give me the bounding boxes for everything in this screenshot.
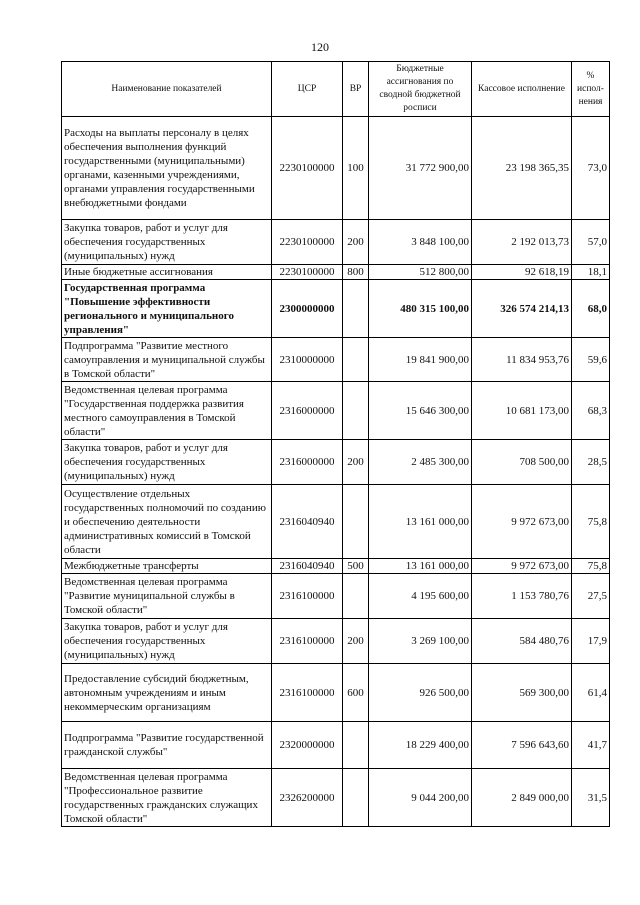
row-budget: 480 315 100,00 bbox=[369, 280, 472, 338]
row-name: Закупка товаров, работ и услуг для обеспечения государственных (муниципальных) нужд bbox=[62, 220, 272, 265]
row-percent: 18,1 bbox=[572, 265, 610, 280]
row-budget: 9 044 200,00 bbox=[369, 769, 472, 827]
row-vr bbox=[343, 485, 369, 559]
row-csr: 2230100000 bbox=[272, 220, 343, 265]
row-csr: 2300000000 bbox=[272, 280, 343, 338]
table-row bbox=[62, 619, 610, 664]
row-cash: 708 500,00 bbox=[472, 440, 572, 485]
row-percent: 28,5 bbox=[572, 440, 610, 485]
row-budget: 13 161 000,00 bbox=[369, 559, 472, 574]
row-name: Закупка товаров, работ и услуг для обеспечения государственных (муниципальных) нужд bbox=[62, 619, 272, 664]
header-name: Наименование показателей bbox=[62, 62, 272, 117]
row-budget: 13 161 000,00 bbox=[369, 485, 472, 559]
table-row bbox=[62, 382, 610, 440]
table-row bbox=[62, 722, 610, 769]
row-budget: 4 195 600,00 bbox=[369, 574, 472, 619]
row-name: Государственная программа "Повышение эффективности регионального и муниципального управления" bbox=[62, 280, 272, 338]
row-csr: 2320000000 bbox=[272, 722, 343, 769]
row-csr: 2316040940 bbox=[272, 485, 343, 559]
header-vr: ВР bbox=[343, 62, 369, 117]
row-csr: 2316000000 bbox=[272, 440, 343, 485]
row-percent: 57,0 bbox=[572, 220, 610, 265]
row-percent: 41,7 bbox=[572, 722, 610, 769]
row-name: Закупка товаров, работ и услуг для обеспечения государственных (муниципальных) нужд bbox=[62, 440, 272, 485]
row-cash: 9 972 673,00 bbox=[472, 485, 572, 559]
table-row bbox=[62, 559, 610, 574]
table-row bbox=[62, 220, 610, 265]
row-name: Иные бюджетные ассигнования bbox=[62, 265, 272, 280]
row-name: Подпрограмма "Развитие государственной гражданской службы" bbox=[62, 722, 272, 769]
budget-table bbox=[61, 61, 610, 827]
row-percent: 59,6 bbox=[572, 338, 610, 382]
row-budget: 512 800,00 bbox=[369, 265, 472, 280]
row-budget: 2 485 300,00 bbox=[369, 440, 472, 485]
row-name: Расходы на выплаты персоналу в целях обеспечения выполнения функций государственными (муниципальными) органами, казенными учреждениями, органами управления государственными внебюджетными фондами bbox=[62, 117, 272, 220]
row-cash: 584 480,76 bbox=[472, 619, 572, 664]
row-name: Осуществление отдельных государственных полномочий по созданию и обеспечению деятельности административных комиссий в Томской области bbox=[62, 485, 272, 559]
row-vr: 500 bbox=[343, 559, 369, 574]
row-percent: 73,0 bbox=[572, 117, 610, 220]
row-vr: 800 bbox=[343, 265, 369, 280]
row-cash: 7 596 643,60 bbox=[472, 722, 572, 769]
row-cash: 2 192 013,73 bbox=[472, 220, 572, 265]
row-csr: 2316100000 bbox=[272, 574, 343, 619]
row-cash: 326 574 214,13 bbox=[472, 280, 572, 338]
row-vr bbox=[343, 338, 369, 382]
row-cash: 23 198 365,35 bbox=[472, 117, 572, 220]
table-row bbox=[62, 117, 610, 220]
row-cash: 11 834 953,76 bbox=[472, 338, 572, 382]
row-vr bbox=[343, 280, 369, 338]
row-vr bbox=[343, 722, 369, 769]
row-csr: 2310000000 bbox=[272, 338, 343, 382]
row-cash: 569 300,00 bbox=[472, 664, 572, 722]
row-vr: 100 bbox=[343, 117, 369, 220]
row-csr: 2316000000 bbox=[272, 382, 343, 440]
row-vr bbox=[343, 382, 369, 440]
header-percent: % испол-нения bbox=[572, 62, 610, 117]
row-csr: 2316100000 bbox=[272, 619, 343, 664]
row-percent: 27,5 bbox=[572, 574, 610, 619]
row-vr bbox=[343, 769, 369, 827]
table-header-row bbox=[62, 62, 610, 117]
header-budget: Бюджетные ассигнования по сводной бюджетной росписи bbox=[369, 62, 472, 117]
row-vr: 600 bbox=[343, 664, 369, 722]
row-csr: 2230100000 bbox=[272, 117, 343, 220]
row-percent: 68,0 bbox=[572, 280, 610, 338]
row-percent: 75,8 bbox=[572, 485, 610, 559]
row-cash: 1 153 780,76 bbox=[472, 574, 572, 619]
row-csr: 2316100000 bbox=[272, 664, 343, 722]
table-row bbox=[62, 574, 610, 619]
row-vr: 200 bbox=[343, 220, 369, 265]
row-name: Подпрограмма "Развитие местного самоуправления и муниципальной службы в Томской области" bbox=[62, 338, 272, 382]
table-row bbox=[62, 338, 610, 382]
row-budget: 926 500,00 bbox=[369, 664, 472, 722]
row-name: Предоставление субсидий бюджетным, автономным учреждениям и иным некоммерческим организациям bbox=[62, 664, 272, 722]
row-cash: 10 681 173,00 bbox=[472, 382, 572, 440]
row-vr: 200 bbox=[343, 440, 369, 485]
row-csr: 2326200000 bbox=[272, 769, 343, 827]
row-percent: 61,4 bbox=[572, 664, 610, 722]
row-cash: 2 849 000,00 bbox=[472, 769, 572, 827]
row-budget: 15 646 300,00 bbox=[369, 382, 472, 440]
table-row bbox=[62, 664, 610, 722]
row-budget: 19 841 900,00 bbox=[369, 338, 472, 382]
row-csr: 2316040940 bbox=[272, 559, 343, 574]
row-budget: 31 772 900,00 bbox=[369, 117, 472, 220]
row-cash: 92 618,19 bbox=[472, 265, 572, 280]
row-csr: 2230100000 bbox=[272, 265, 343, 280]
table-row bbox=[62, 485, 610, 559]
row-name: Ведомственная целевая программа "Развитие муниципальной службы в Томской области" bbox=[62, 574, 272, 619]
table-row bbox=[62, 769, 610, 827]
row-percent: 75,8 bbox=[572, 559, 610, 574]
row-percent: 31,5 bbox=[572, 769, 610, 827]
row-name: Ведомственная целевая программа "Профессиональное развитие государственных гражданских служащих Томской области" bbox=[62, 769, 272, 827]
header-csr: ЦСР bbox=[272, 62, 343, 117]
table-row bbox=[62, 280, 610, 338]
row-name: Ведомственная целевая программа "Государственная поддержка развития местного самоуправления в Томской области" bbox=[62, 382, 272, 440]
row-percent: 68,3 bbox=[572, 382, 610, 440]
row-vr: 200 bbox=[343, 619, 369, 664]
row-budget: 3 848 100,00 bbox=[369, 220, 472, 265]
row-name: Межбюджетные трансферты bbox=[62, 559, 272, 574]
table-row bbox=[62, 440, 610, 485]
row-budget: 3 269 100,00 bbox=[369, 619, 472, 664]
row-vr bbox=[343, 574, 369, 619]
row-cash: 9 972 673,00 bbox=[472, 559, 572, 574]
row-budget: 18 229 400,00 bbox=[369, 722, 472, 769]
header-cash: Кассовое исполнение bbox=[472, 62, 572, 117]
page-number: 120 bbox=[311, 40, 329, 54]
row-percent: 17,9 bbox=[572, 619, 610, 664]
table-row bbox=[62, 265, 610, 280]
